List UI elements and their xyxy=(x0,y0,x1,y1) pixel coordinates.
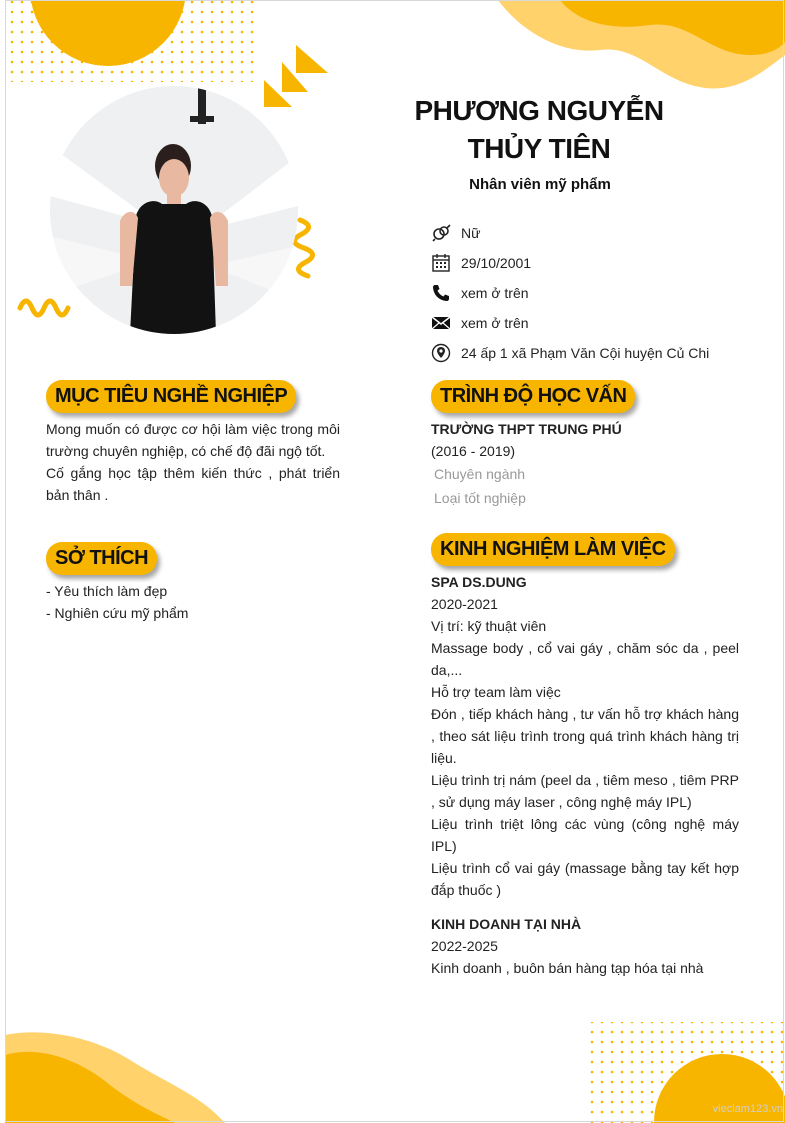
experience-section xyxy=(431,571,739,979)
education-grade: Loại tốt nghiệp xyxy=(434,490,526,506)
contact-address xyxy=(430,338,709,368)
objective-line: Cố gắng học tập thêm kiến thức , phát triển bản thân . xyxy=(46,465,340,503)
job-entry xyxy=(431,913,739,979)
objective-heading: MỤC TIÊU NGHỀ NGHIỆP xyxy=(46,380,296,413)
address-value: 24 ấp 1 xã Phạm Văn Cội huyện Củ Chi xyxy=(461,345,710,361)
contact-email xyxy=(430,308,709,338)
contact-gender xyxy=(430,218,709,248)
job-detail: Kinh doanh , buôn bán hàng tạp hóa tại nhà xyxy=(431,960,704,976)
job-detail: Liệu trình cổ vai gáy (massage bằng tay kết hợp đắp thuốc ) xyxy=(431,860,739,898)
gender-value: Nữ xyxy=(461,225,481,241)
location-icon xyxy=(430,342,452,364)
contact-phone xyxy=(430,278,709,308)
hobbies-heading: SỞ THÍCH xyxy=(46,542,157,575)
hobby-item: - Nghiên cứu mỹ phẩm xyxy=(46,605,189,621)
job-detail: Liệu trình triệt lông các vùng (công nghệ máy IPL) xyxy=(431,816,739,854)
job-detail: Massage body , cổ vai gáy , chăm sóc da , peel da,... xyxy=(431,640,739,678)
school-name: TRƯỜNG THPT TRUNG PHÚ xyxy=(431,421,622,437)
objective-section xyxy=(46,418,340,506)
email-value: xem ở trên xyxy=(461,315,529,331)
education-section xyxy=(431,418,739,509)
gender-icon xyxy=(430,222,452,244)
contact-birthdate xyxy=(430,248,709,278)
education-heading: TRÌNH ĐỘ HỌC VẤN xyxy=(431,380,635,413)
email-icon xyxy=(430,312,452,334)
phone-value: xem ở trên xyxy=(461,285,529,301)
calendar-icon xyxy=(430,252,452,274)
job-entry xyxy=(431,571,739,901)
phone-icon xyxy=(430,282,452,304)
job-company: SPA DS.DUNG xyxy=(431,574,527,590)
profile-photo xyxy=(50,86,298,334)
job-detail: Hỗ trợ team làm việc xyxy=(431,684,561,700)
hobbies-section xyxy=(46,580,340,624)
job-detail: Đón , tiếp khách hàng , tư vấn hỗ trợ khách hàng , theo sát liệu trình trong quá trình khách hàng trị liệu. xyxy=(431,706,739,766)
hobby-item: - Yêu thích làm đẹp xyxy=(46,583,168,599)
experience-heading: KINH NGHIỆM LÀM VIỆC xyxy=(431,533,675,566)
candidate-name: PHƯƠNG NGUYỄN THỦY TIÊN xyxy=(414,95,664,164)
education-major: Chuyên ngành xyxy=(434,466,526,482)
watermark: vieclam123.vn xyxy=(712,1103,783,1115)
education-period: (2016 - 2019) xyxy=(431,443,516,459)
job-period: 2020-2021 xyxy=(431,596,498,612)
job-detail: Liệu trình trị nám (peel da , tiêm meso , tiêm PRP , sử dụng máy laser , công nghệ máy IPL) xyxy=(431,772,739,810)
contact-list xyxy=(430,218,709,368)
job-detail: Vị trí: kỹ thuật viên xyxy=(431,618,547,634)
job-company: KINH DOANH TẠI NHÀ xyxy=(431,916,582,932)
job-title: Nhân viên mỹ phẩm xyxy=(469,176,611,193)
birthdate-value: 29/10/2001 xyxy=(461,255,532,271)
objective-line: Mong muốn có được cơ hội làm việc trong môi trường chuyên nghiệp, có chế độ đãi ngộ tốt. xyxy=(46,421,340,459)
avatar xyxy=(50,86,298,334)
job-period: 2022-2025 xyxy=(431,938,498,954)
